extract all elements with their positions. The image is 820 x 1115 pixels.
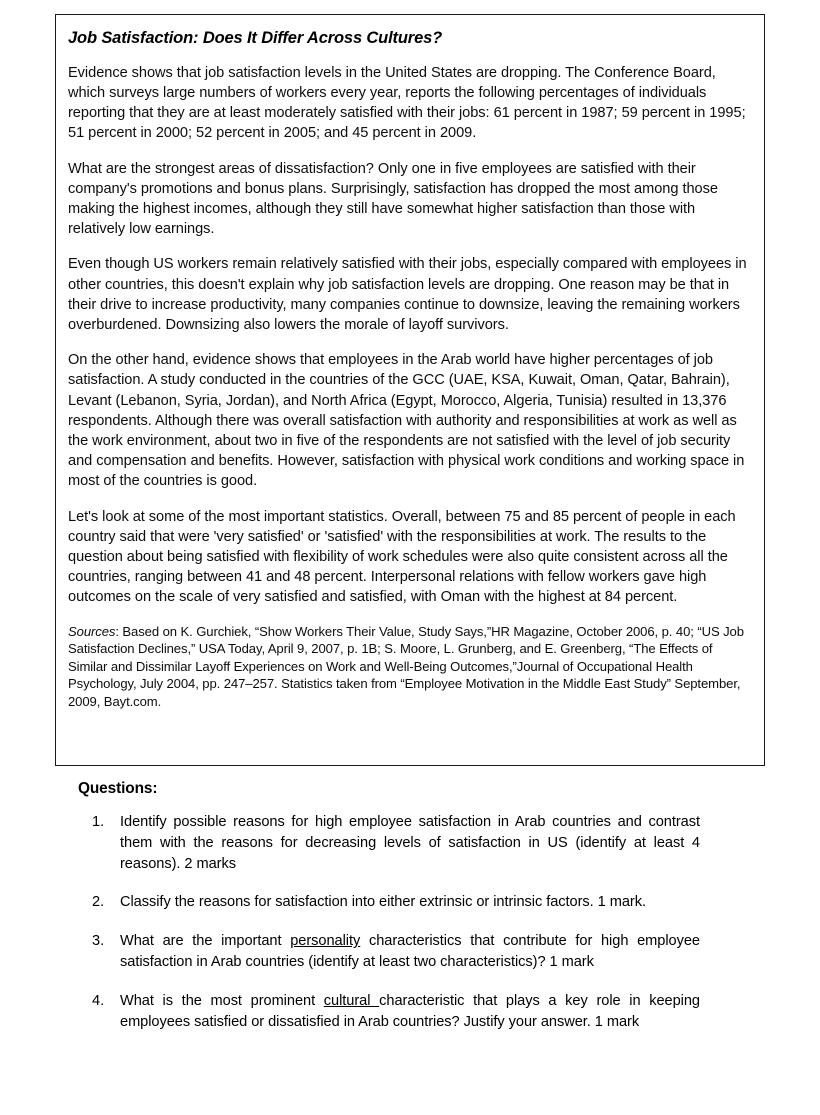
question-text xyxy=(120,991,700,1033)
question-number: 4. xyxy=(92,992,105,1009)
questions-heading: Questions: xyxy=(78,780,158,797)
question-text-pre: What is the most prominent xyxy=(120,992,324,1009)
case-paragraph-4: On the other hand, evidence shows that employees in the Arab world have higher percentages of job satisfaction. A study conducted in the countries of the GCC (UAE, KSA, Kuwait, Oman, Qatar, Bahrain), Levant (Lebanon, Syria, Jordan), and North Africa (Egypt, Morocco, Algeria, Tunisia) resulted in 13,376 respondents. Although there was overall satisfaction with authority and responsibilities at work as well as the work environment, about two in five of the respondents are not satisfied with the level of job security and compensation and benefits. However, satisfaction with physical work conditions and working space in most of the countries is good. xyxy=(68,352,745,490)
sources-text: : Based on K. Gurchiek, “Show Workers Their Value, Study Says,”HR Magazine, October 2006, p. 40; “US Job Satisfaction Declines,” USA Today, April 9, 2007, p. 1B; S. Moore, L. Grunberg, and E. Greenberg, “The Effects of Similar and Dissimilar Layoff Experiences on Work and Well-Being Outcomes,”Journal of Occupational Health Psychology, July 2004, pp. 247–257. Statistics taken from “Employee Motivation in the Middle East Study” September, 2009, Bayt.com. xyxy=(68,623,744,710)
case-paragraph-5: Let's look at some of the most important statistics. Overall, between 75 and 85 percent of people in each country said that were 'very satisfied' or 'satisfied' with the responsibilities at work. The results to the question about being satisfied with flexibility of work schedules were also quite consistent across all the countries, ranging between 41 and 48 percent. Interpersonal relations with fellow workers gave high outcomes on the scale of very satisfied and satisfied, with Oman with the highest at 84 percent. xyxy=(68,508,736,606)
case-sources xyxy=(68,623,748,711)
question-text xyxy=(120,931,700,973)
question-text xyxy=(120,812,700,874)
question-text xyxy=(120,892,700,913)
case-paragraph-3: Even though US workers remain relatively satisfied with their jobs, especially compared with employees in other countries, this doesn't explain why job satisfaction levels are dropping. One reason may be that in their drive to increase productivity, many companies continue to downsize, leaving the remaining workers overburdened. Downsizing also lowers the morale of layoff survivors. xyxy=(68,256,747,334)
case-study-box xyxy=(55,14,765,766)
question-underlined-term: personality xyxy=(290,933,361,950)
case-study-title: Job Satisfaction: Does It Differ Across Cultures? xyxy=(68,29,443,47)
question-item-2 xyxy=(78,892,700,913)
questions-list xyxy=(78,812,700,1050)
question-number: 1. xyxy=(92,814,105,830)
question-number: 2. xyxy=(92,894,105,911)
question-item-4 xyxy=(78,991,700,1033)
case-study-body xyxy=(66,63,752,711)
question-text-pre: Identify possible reasons for high employee satisfaction in Arab countries and contrast them with the reasons for decreasing levels of satisfaction in US (identify at least 4 reasons). 2 marks xyxy=(120,814,700,872)
question-item-1 xyxy=(78,812,700,874)
question-text-post: characteristics that contribute for high employee satisfaction in Arab countries (identify at least two characteristics)? 1 mark xyxy=(120,933,700,970)
case-paragraph-1: Evidence shows that job satisfaction levels in the United States are dropping. The Conference Board, which surveys large numbers of workers every year, reports the following percentages of individuals reporting that they are at least moderately satisfied with their jobs: 61 percent in 1987; 59 percent in 1995; 51 percent in 2000; 52 percent in 2005; and 45 percent in 2009. xyxy=(68,64,746,142)
question-item-3 xyxy=(78,931,700,973)
question-number: 3. xyxy=(92,933,105,950)
sources-label: Sources xyxy=(68,623,116,639)
question-text-post: characteristic that plays a key role in keeping employees satisfied or dissatisfied in Arab countries? Justify your answer. 1 mark xyxy=(120,992,700,1030)
case-paragraph-2: What are the strongest areas of dissatisfaction? Only one in five employees are satisfied with their company's promotions and bonus plans. Surprisingly, satisfaction has dropped the most among those making the highest incomes, although they still have somewhat higher satisfaction than those with relatively low earnings. xyxy=(68,160,718,238)
question-text-pre: Classify the reasons for satisfaction into either extrinsic or intrinsic factors. 1 mark. xyxy=(120,894,646,911)
question-underlined-term: cultural xyxy=(323,992,380,1009)
question-text-pre: What are the important xyxy=(120,933,291,950)
